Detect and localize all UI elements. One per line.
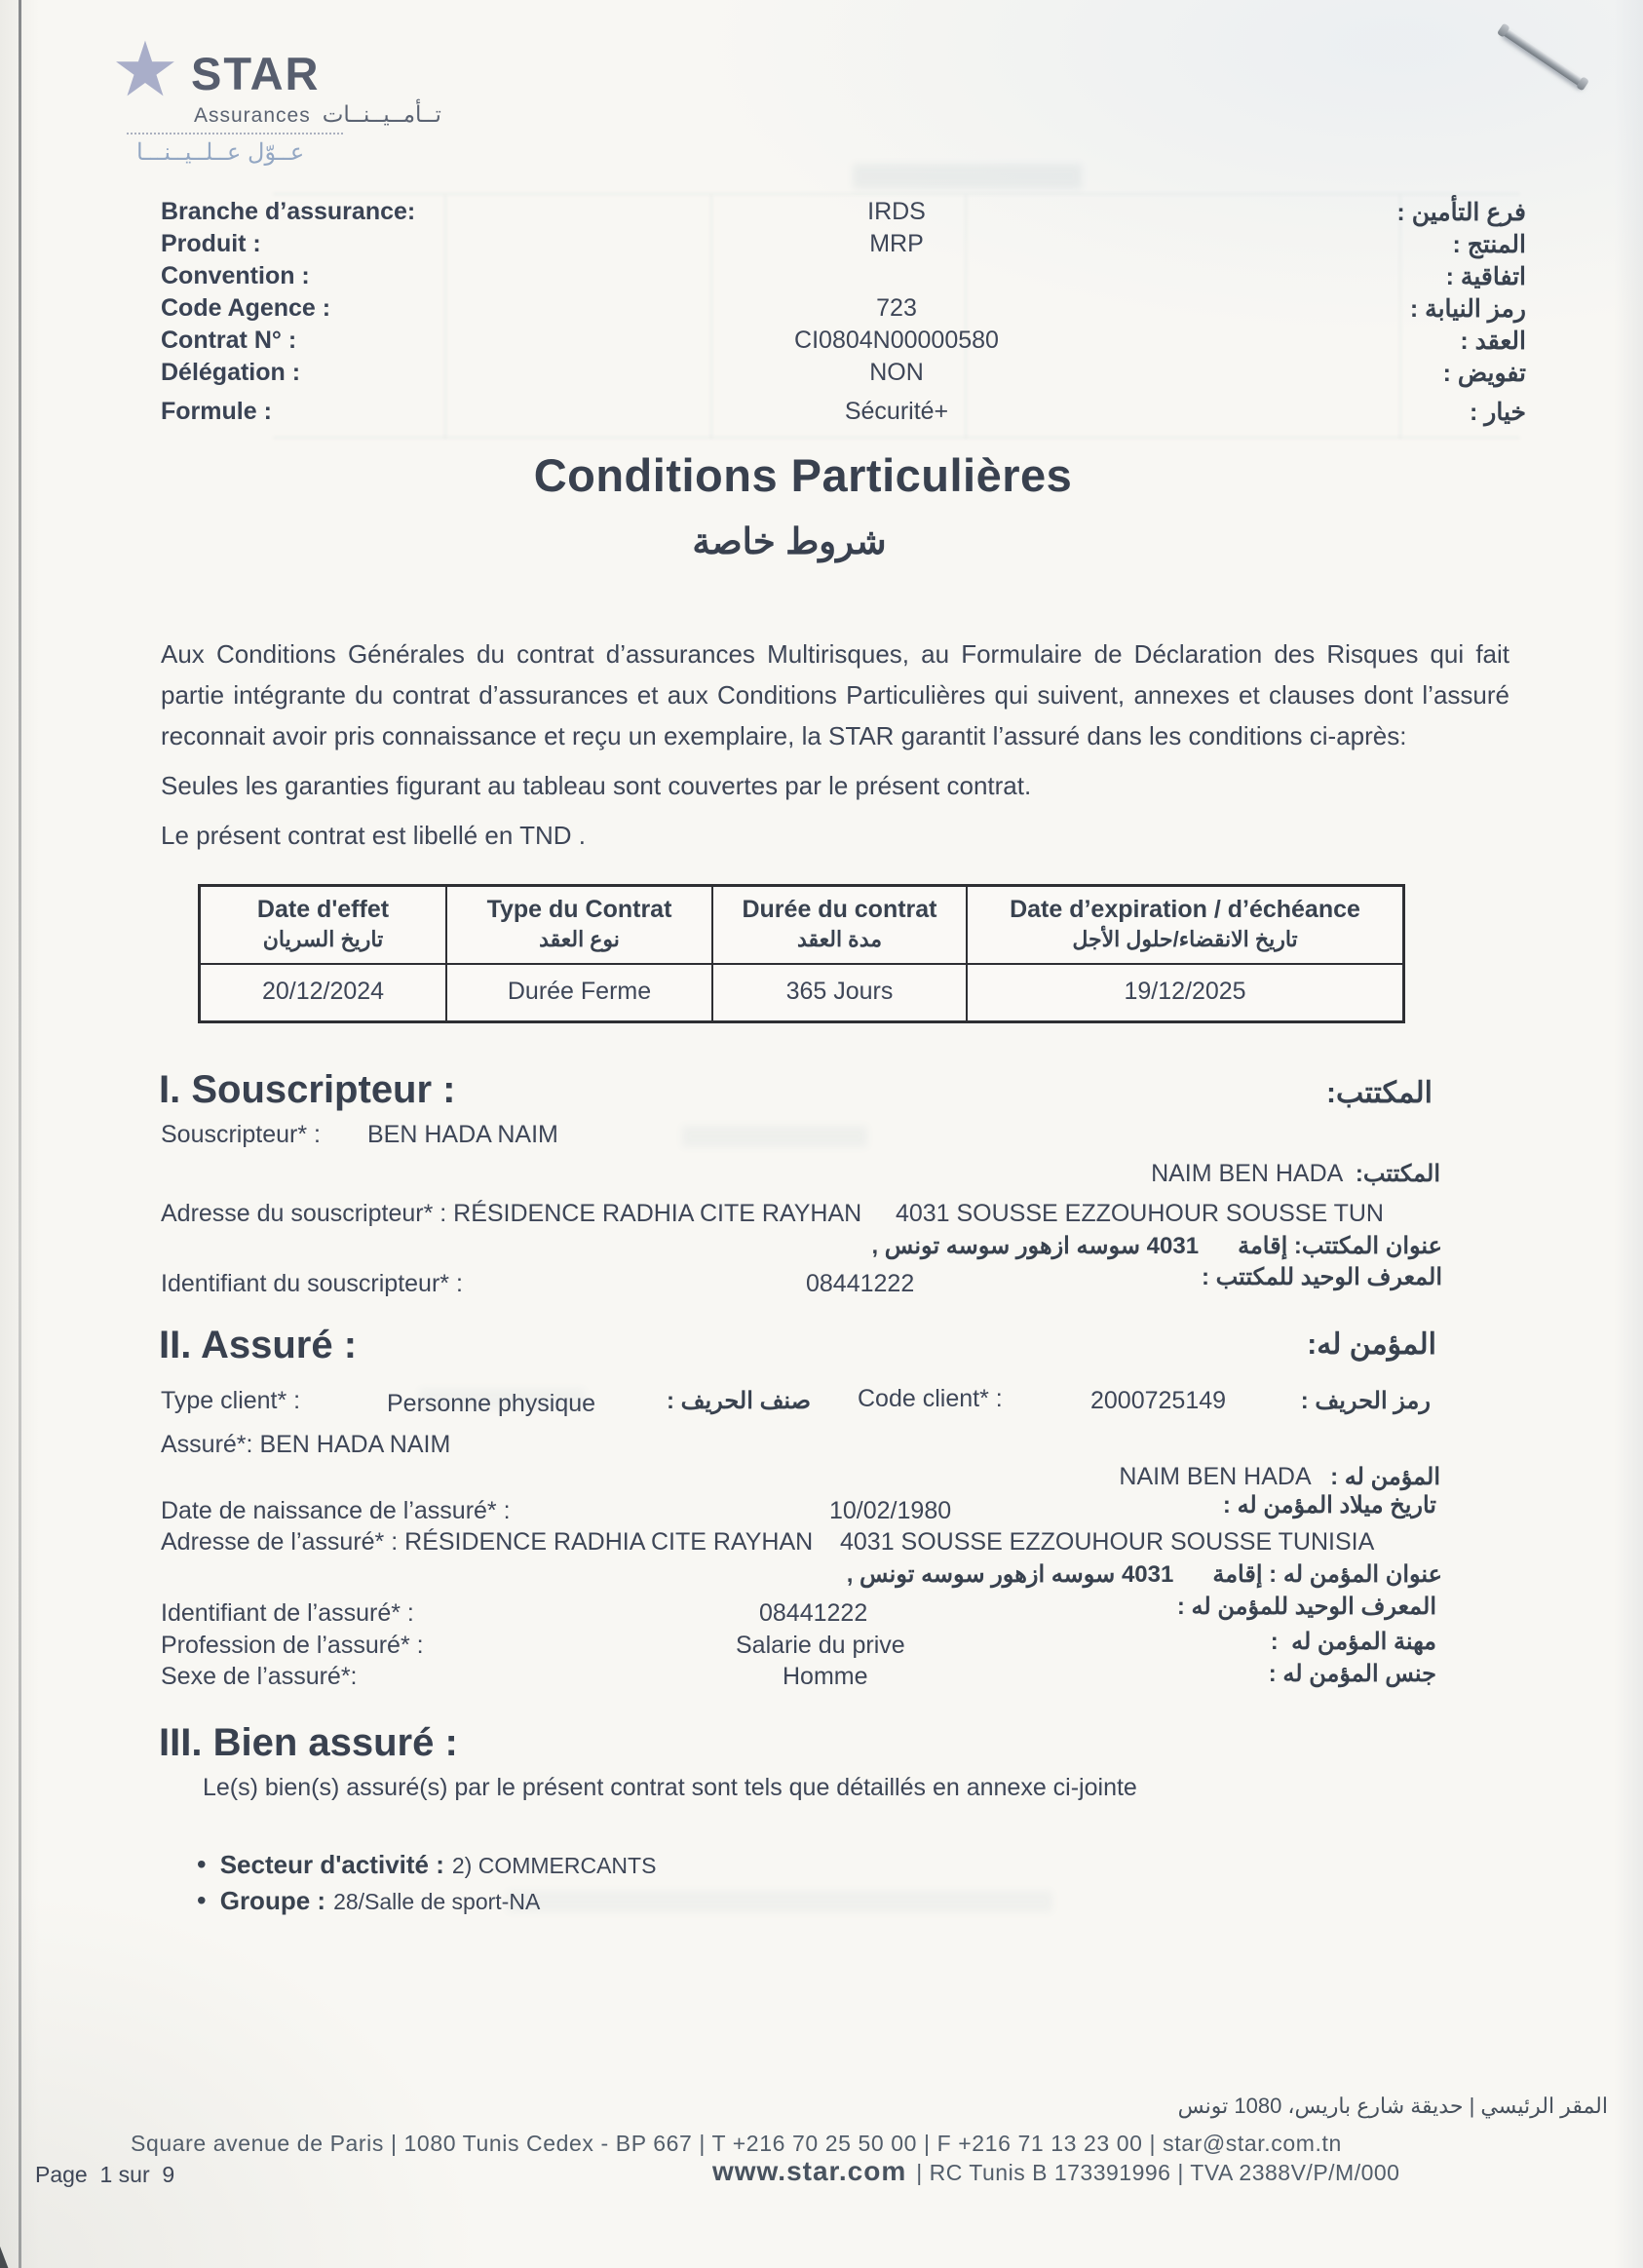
header-field-row bbox=[161, 198, 1526, 230]
field-value-produit: MRP bbox=[869, 230, 924, 257]
assure-name-value: BEN HADA NAIM bbox=[259, 1431, 451, 1458]
staple bbox=[1500, 26, 1586, 88]
logo-brand-name: STAR bbox=[191, 48, 321, 99]
document-title-arabic: شروط خاصة bbox=[692, 521, 887, 561]
logo-subtitle-ar: تــأمــيــنــات bbox=[322, 101, 441, 127]
souscripteur-id-label: Identifiant du souscripteur* : bbox=[161, 1270, 463, 1297]
assure-profession-ar: مهنة المؤمن له : bbox=[1270, 1629, 1436, 1655]
field-value-delegation: NON bbox=[869, 359, 924, 386]
bien-groupe-label: Groupe : bbox=[219, 1886, 326, 1915]
bien-secteur-value: 2) COMMERCANTS bbox=[451, 1853, 657, 1878]
page-number: Page 1 sur 9 bbox=[35, 2162, 175, 2187]
header-field-row bbox=[161, 230, 1526, 262]
assure-address-ar: عنوان المؤمن له : إقامة 4031 سوسه ازهور سوسه تونس , bbox=[846, 1561, 1442, 1588]
field-label-branche: Branche d’assurance: bbox=[161, 198, 416, 225]
logo-subtitle bbox=[194, 101, 441, 128]
assure-id-value: 08441222 bbox=[759, 1599, 868, 1627]
field-label-ar-produit: المنتج : bbox=[1452, 231, 1526, 258]
bien-groupe-value: 28/Salle de sport-NA bbox=[333, 1889, 541, 1914]
field-label-delegation: Délégation : bbox=[161, 359, 301, 386]
assure-address-row bbox=[161, 1528, 1374, 1557]
souscripteur-name-ar-row bbox=[1151, 1160, 1440, 1188]
table-header-fr: Date d'effet bbox=[256, 896, 390, 923]
logo-subtitle-fr: Assurances bbox=[194, 104, 311, 127]
bien-groupe-item bbox=[169, 1855, 540, 1946]
contract-dates-table bbox=[198, 884, 1405, 1023]
table-header-expiration bbox=[968, 887, 1402, 965]
assure-name-ar-row bbox=[1119, 1463, 1440, 1491]
field-value-code-agence: 723 bbox=[876, 294, 917, 322]
guarantees-note: Seules les garanties figurant au tableau sont couvertes par le présent contrat. bbox=[161, 771, 1032, 800]
assure-sex-value: Homme bbox=[783, 1663, 868, 1690]
section-souscripteur-heading-ar: المكتتب: bbox=[1326, 1077, 1433, 1109]
assure-name-label: Assuré*: bbox=[161, 1431, 253, 1458]
footer-address-line: Square avenue de Paris | 1080 Tunis Cedex - BP 667 | T +216 70 25 50 00 | F +216 71 13 23 00 | star@star.com.tn bbox=[131, 2131, 1342, 2156]
table-header-type-contrat bbox=[447, 887, 713, 965]
table-cell-type-contrat: Durée Ferme bbox=[447, 965, 713, 1020]
footer-website: www.star.com bbox=[712, 2156, 907, 2186]
table-header-ar: نوع العقد bbox=[539, 927, 620, 951]
assure-id-label: Identifiant de l’assuré* : bbox=[161, 1599, 414, 1627]
assure-code-value: 2000725149 bbox=[1090, 1387, 1227, 1414]
souscripteur-address-label: Adresse du souscripteur* : bbox=[161, 1200, 447, 1227]
logo-divider bbox=[127, 133, 343, 135]
assure-profession-value: Salarie du prive bbox=[736, 1632, 905, 1659]
souscripteur-name-value: BEN HADA NAIM bbox=[367, 1121, 558, 1148]
section-assure-heading-ar: المؤمن له: bbox=[1307, 1328, 1436, 1361]
bullet-icon: • bbox=[196, 1885, 207, 1915]
field-value-formule: Sécurité+ bbox=[844, 398, 949, 425]
table-header-fr: Durée du contrat bbox=[742, 896, 937, 923]
field-label-ar-convention: اتفاقية : bbox=[1445, 263, 1526, 290]
table-header-ar: تاريخ السريان bbox=[262, 927, 384, 951]
souscripteur-name-ar-label: المكتتب: bbox=[1355, 1161, 1440, 1187]
assure-birth-ar: تاريخ ميلاد المؤمن له : bbox=[1222, 1492, 1436, 1518]
intro-paragraph: Aux Conditions Générales du contrat d’assurances Multirisques, au Formulaire de Déclaration des Risques qui fait partie intégrante du contrat d’assurances et aux Conditions Particulières qui suivent, annexes et clauses dont l’assuré reconnait avoir pris connaissance et reçu un exemplaire, la STAR garantit l’assuré dans les conditions ci-après: bbox=[161, 639, 1509, 750]
assure-address-value: RÉSIDENCE RADHIA CITE RAYHAN 4031 SOUSSE EZZOUHOUR SOUSSE TUNISIA bbox=[404, 1528, 1375, 1556]
assure-type-label: Type client* : bbox=[161, 1387, 301, 1414]
field-label-formule: Formule : bbox=[161, 398, 272, 425]
bleed-through-artifact bbox=[682, 1126, 867, 1147]
assure-name-row bbox=[161, 1431, 450, 1459]
souscripteur-address-ar: عنوان المكتتب: إقامة 4031 سوسه ازهور سوسه تونس , bbox=[871, 1233, 1442, 1259]
assure-birth-label: Date de naissance de l’assuré* : bbox=[161, 1497, 511, 1524]
assure-id-ar: المعرف الوحيد للمؤمن له : bbox=[1176, 1594, 1436, 1620]
table-header-duree bbox=[713, 887, 968, 965]
field-value-contrat: CI0804N00000580 bbox=[794, 327, 999, 354]
assure-address-label: Adresse de l’assuré* : bbox=[161, 1528, 399, 1556]
souscripteur-id-ar: المعرف الوحيد للمكتتب : bbox=[1201, 1264, 1442, 1290]
header-field-row bbox=[161, 327, 1526, 359]
header-field-row bbox=[161, 398, 1526, 430]
assure-sex-label: Sexe de l’assuré*: bbox=[161, 1663, 358, 1690]
field-label-convention: Convention : bbox=[161, 262, 310, 289]
field-label-ar-delegation: تفويض : bbox=[1442, 360, 1526, 387]
assure-name-latin: NAIM BEN HADA bbox=[1119, 1463, 1311, 1490]
table-cell-expiration: 19/12/2025 bbox=[1124, 978, 1246, 1005]
bullet-icon: • bbox=[196, 1849, 207, 1879]
section-souscripteur-heading: I. Souscripteur : bbox=[159, 1068, 456, 1111]
table-header-fr: Type du Contrat bbox=[486, 896, 672, 923]
assure-name-ar-label: المؤمن له : bbox=[1330, 1464, 1440, 1490]
intro-paragraphs bbox=[161, 634, 1509, 851]
header-field-row bbox=[161, 262, 1526, 294]
header-field-row bbox=[161, 359, 1526, 391]
logo-slogan-ar: عــوّل عــلــيــنـــا bbox=[136, 139, 305, 166]
field-label-ar-code-agence: رمز النيابة : bbox=[1409, 295, 1526, 323]
table-cell-duree: 365 Jours bbox=[713, 965, 968, 1020]
table-header-ar: مدة العقد bbox=[796, 927, 883, 951]
souscripteur-name-latin: NAIM BEN HADA bbox=[1151, 1160, 1342, 1187]
souscripteur-address-value: RÉSIDENCE RADHIA CITE RAYHAN 4031 SOUSSE EZZOUHOUR SOUSSE TUN bbox=[453, 1200, 1384, 1227]
souscripteur-address-row bbox=[161, 1200, 1527, 1228]
scan-edge-artifact bbox=[19, 0, 21, 2268]
currency-note: Le présent contrat est libellé en TND . bbox=[161, 821, 586, 850]
field-label-produit: Produit : bbox=[161, 230, 261, 257]
assure-code-label: Code client* : bbox=[858, 1385, 1003, 1412]
field-label-ar-contrat: العقد : bbox=[1460, 327, 1526, 355]
bleed-through-artifact bbox=[273, 437, 1520, 439]
assure-type-value: Personne physique bbox=[387, 1390, 596, 1417]
scan-corner-mark bbox=[0, 2235, 29, 2268]
bleed-through-artifact bbox=[273, 193, 1520, 195]
bien-secteur-label: Secteur d'activité : bbox=[219, 1850, 444, 1879]
field-label-ar-formule: خيار : bbox=[1470, 399, 1526, 426]
field-label-ar-branche: فرع التأمين : bbox=[1396, 199, 1526, 226]
table-header-ar: تاريخ الانقضاء/حلول الأجل bbox=[1072, 927, 1298, 951]
header-fields bbox=[161, 198, 1526, 430]
footer-registration: | RC Tunis B 173391996 | TVA 2388V/P/M/000 bbox=[916, 2160, 1400, 2185]
bleed-through-artifact bbox=[853, 164, 1082, 189]
assure-birth-value: 10/02/1980 bbox=[829, 1497, 952, 1524]
field-label-contrat: Contrat N° : bbox=[161, 327, 297, 354]
bien-intro: Le(s) bien(s) assuré(s) par le présent contrat sont tels que détaillés en annexe ci-jointe bbox=[203, 1774, 1137, 1801]
souscripteur-id-value: 08441222 bbox=[806, 1270, 915, 1297]
assure-sex-ar: جنس المؤمن له : bbox=[1268, 1661, 1436, 1687]
star-icon: ★ bbox=[111, 26, 179, 112]
field-value-branche: IRDS bbox=[867, 198, 926, 225]
assure-type-ar: صنف الحريف : bbox=[667, 1388, 812, 1414]
section-bien-heading: III. Bien assuré : bbox=[159, 1721, 458, 1764]
table-header-date-effet bbox=[201, 887, 447, 965]
assure-code-ar: رمز الحريف : bbox=[1300, 1388, 1431, 1414]
footer-hq-arabic: المقر الرئيسي | حديقة شارع باريس، 1080 تونس bbox=[1177, 2094, 1608, 2118]
section-assure-heading: II. Assuré : bbox=[159, 1324, 358, 1366]
field-label-code-agence: Code Agence : bbox=[161, 294, 331, 322]
table-cell-date-effet: 20/12/2024 bbox=[201, 965, 447, 1020]
assure-profession-label: Profession de l’assuré* : bbox=[161, 1632, 424, 1659]
footer-web-line bbox=[712, 2156, 1399, 2187]
souscripteur-name-label: Souscripteur* : bbox=[161, 1121, 321, 1148]
document-title: Conditions Particulières bbox=[533, 449, 1073, 501]
header-field-row bbox=[161, 294, 1526, 327]
table-header-fr: Date d’expiration / d’échéance bbox=[1010, 896, 1360, 923]
